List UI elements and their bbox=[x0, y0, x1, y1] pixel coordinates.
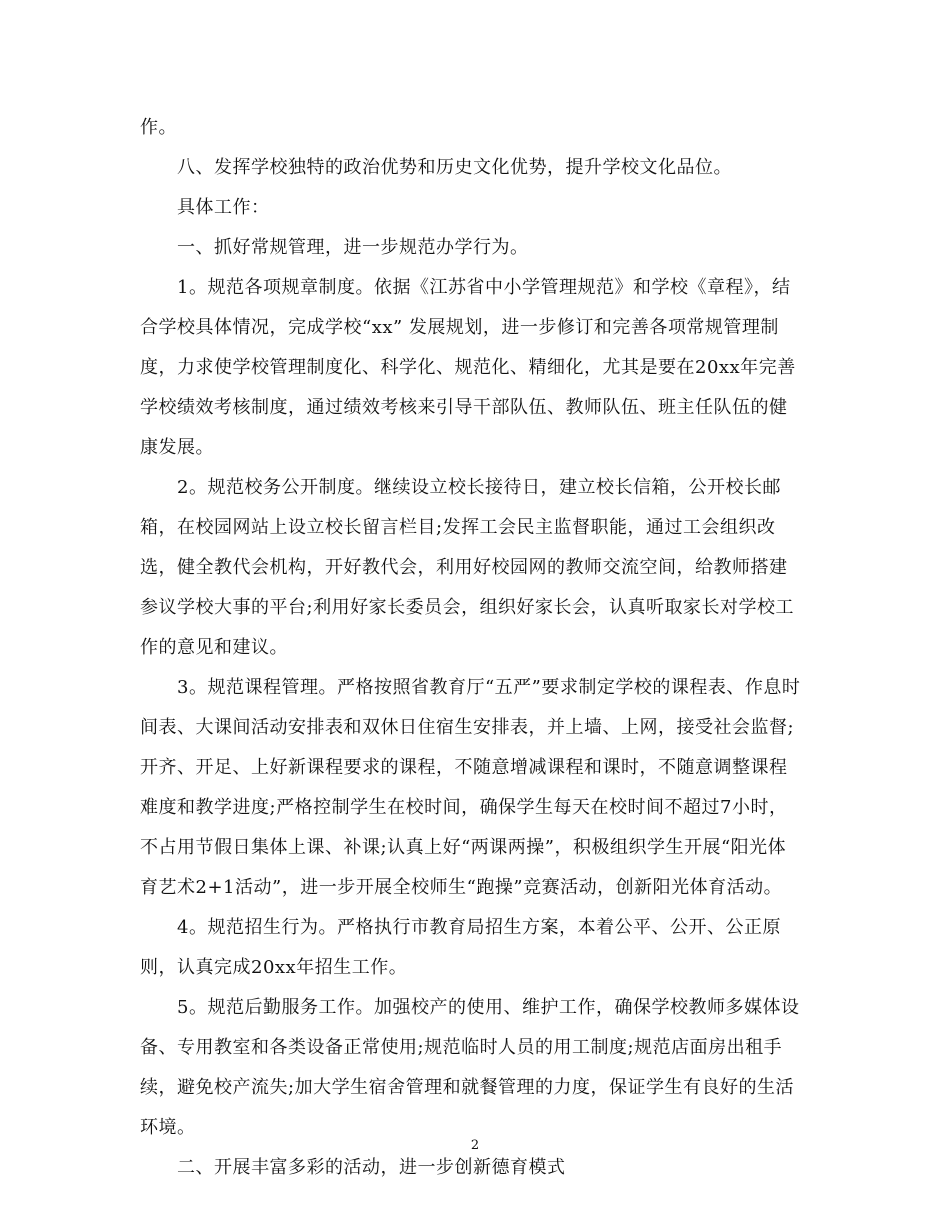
paragraph-line: 难度和教学进度;严格控制学生在校时间，确保学生每天在校时间不超过7小时， bbox=[140, 797, 788, 818]
paragraph-line: 不占用节假日集体上课、补课;认真上好“两课两操”，积极组织学生开展“阳光体 bbox=[140, 837, 787, 858]
paragraph-item-2 bbox=[140, 468, 812, 668]
paragraph-item-5 bbox=[140, 988, 812, 1148]
paragraph-line: 合学校具体情况，完成学校“xx” 发展规划，进一步修订和完善各项常规管理制 bbox=[140, 317, 779, 338]
paragraph-line: 箱，在校园网站上设立校长留言栏目;发挥工会民主监督职能，通过工会组织改 bbox=[140, 517, 776, 538]
paragraph-line: 学校绩效考核制度，通过绩效考核来引导干部队伍、教师队伍、班主任队伍的健 bbox=[140, 397, 788, 418]
paragraph-line: 育艺术2+1活动”，进一步开展全校师生“跑操”竞赛活动，创新阳光体育活动。 bbox=[140, 877, 783, 898]
section-heading-eight: 八、发挥学校独特的政治优势和历史文化优势，提升学校文化品位。 bbox=[177, 157, 732, 178]
page-number: 2 bbox=[470, 1138, 480, 1153]
paragraph-line: 康发展。 bbox=[140, 437, 214, 458]
paragraph-line: 备、专用教室和各类设备正常使用;规范临时人员的用工制度;规范店面房出租手 bbox=[140, 1037, 783, 1058]
paragraph-line: 环境。 bbox=[140, 1117, 196, 1138]
paragraph-line: 选，健全教代会机构，开好教代会，利用好校园网的教师交流空间，给教师搭建 bbox=[140, 557, 788, 578]
document-body bbox=[140, 108, 812, 1188]
paragraph-line: 2。规范校务公开制度。继续设立校长接待日，建立校长信箱，公开校长邮 bbox=[177, 477, 781, 498]
paragraph-line: 作的意见和建议。 bbox=[140, 637, 288, 658]
paragraph-item-3 bbox=[140, 668, 812, 908]
paragraph-line: 度，力求使学校管理制度化、科学化、规范化、精细化，尤其是要在20xx年完善 bbox=[140, 357, 796, 378]
paragraph-line: 4。规范招生行为。严格执行市教育局招生方案，本着公平、公开、公正原 bbox=[177, 917, 781, 938]
paragraph-item-4 bbox=[140, 908, 812, 988]
section-heading-one: 一、抓好常规管理，进一步规范办学行为。 bbox=[177, 237, 529, 258]
paragraph-line: 开齐、开足、上好新课程要求的课程，不随意增减课程和课时，不随意调整课程 bbox=[140, 757, 788, 778]
section-heading-two: 二、开展丰富多彩的活动，进一步创新德育模式 bbox=[177, 1157, 566, 1178]
paragraph-line: 则，认真完成20xx年招生工作。 bbox=[140, 957, 408, 978]
paragraph-line: 1。规范各项规章制度。依据《江苏省中小学管理规范》和学校《章程》，结 bbox=[177, 277, 791, 298]
paragraph-line: 续，避免校产流失;加大学生宿舍管理和就餐管理的力度，保证学生有良好的生活 bbox=[140, 1077, 795, 1098]
paragraph-line: 间表、大课间活动安排表和双休日住宿生安排表，并上墙、上网，接受社会监督; bbox=[140, 717, 795, 738]
paragraph-line: 3。规范课程管理。严格按照省教育厅“五严”要求制定学校的课程表、作息时 bbox=[177, 677, 801, 698]
paragraph-line: 5。规范后勤服务工作。加强校产的使用、维护工作，确保学校教师多媒体设 bbox=[177, 997, 800, 1018]
paragraph-item-1 bbox=[140, 268, 812, 468]
paragraph-line: 参议学校大事的平台;利用好家长委员会，组织好家长会，认真听取家长对学校工 bbox=[140, 597, 795, 618]
paragraph-continuation: 作。 bbox=[140, 117, 177, 138]
subheading-specific-work: 具体工作： bbox=[177, 197, 270, 218]
